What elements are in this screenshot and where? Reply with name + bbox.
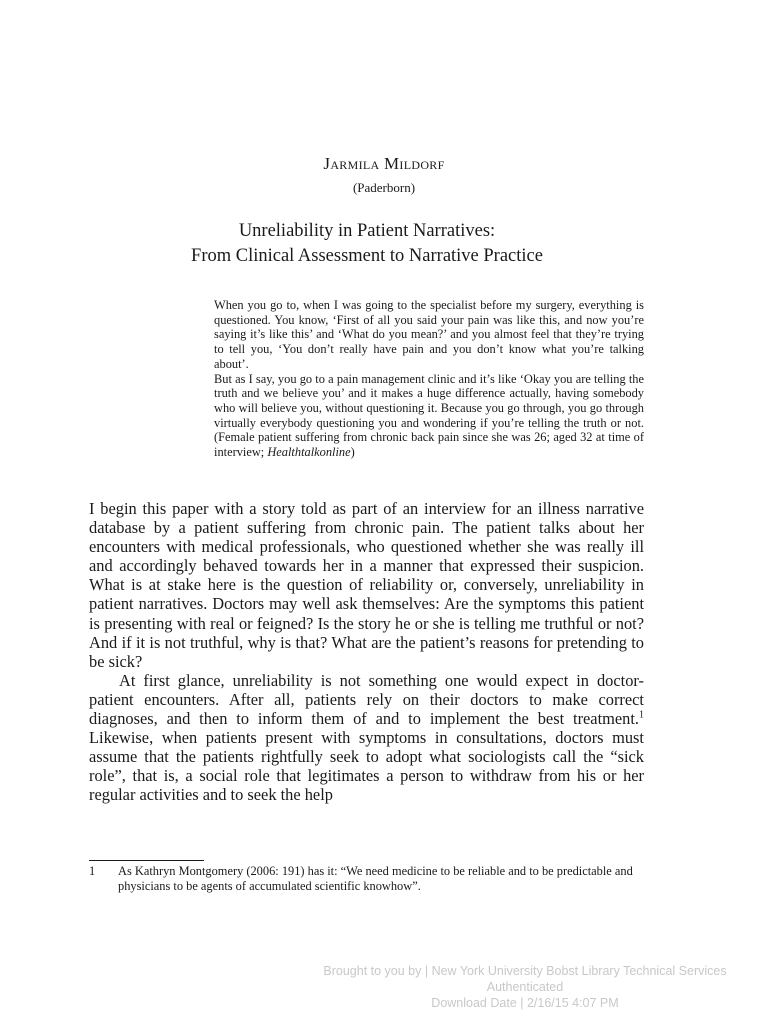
watermark-line-3: Download Date | 2/16/15 4:07 PM <box>431 996 619 1010</box>
footnote-divider <box>89 860 204 861</box>
epigraph-source: Healthtalkonline <box>267 445 351 460</box>
author-affiliation: (Paderborn) <box>352 180 416 195</box>
footnote-number: 1 <box>89 864 96 878</box>
footnote-reference[interactable]: 1 <box>639 709 644 721</box>
body-paragraph-2-start: At first glance, unreliability is not something one would expect in doctor-patient encounters. After all, patients rely on their doctors to make correct diagnoses, and then to inform them of and to implement the best treatment. <box>89 670 644 729</box>
title-line-2: From Clinical Assessment to Narrative Practice <box>191 245 543 266</box>
footnote <box>89 864 644 894</box>
epigraph-quote <box>214 298 644 460</box>
epigraph-paragraph-2 <box>214 372 644 460</box>
watermark-line-1: Brought to you by | New York University Bobst Library Technical Services <box>323 964 727 978</box>
article-title <box>0 219 734 268</box>
epigraph-paragraph-1: When you go to, when I was going to the specialist before my surgery, everything is questioned. You know, ‘First of all you said your pain was like this, and now you’re saying it’s like this’ and ‘What do you mean?’ and you almost feel that they’re trying to tell you, ‘You don’t really have pain and you don’t know what you’re talking about’. <box>214 298 644 371</box>
epigraph-close: ) <box>350 445 355 460</box>
footnote-text: As Kathryn Montgomery (2006: 191) has it: “We need medicine to be reliable and to be predictable and physicians to be agents of accumulated scientific knowhow”. <box>118 864 633 893</box>
body-paragraph-2-rest: Likewise, when patients present with symptoms in consultations, doctors must assume that the patients rightfully seek to adopt what sociologists call the “sick role”, that is, a social role that legitimates a person to withdraw from his or her regular activities and to seek the help <box>89 728 644 805</box>
download-watermark <box>280 963 768 1011</box>
body-paragraph-1: I begin this paper with a story told as part of an interview for an illness narrative database by a patient suffering from chronic pain. The patient talks about her encounters with medical professionals, who questioned whether she was really ill and accordingly behaved towards her in a manner that expressed their suspicion. What is at stake here is the question of reliability or, conversely, unreliability in patient narratives. Doctors may well ask themselves: Are the symptoms this patient is presenting with real or feigned? Is the story he or she is telling me truthful or not? And if it is not truthful, why is that? What are the patient’s reasons for pretending to be sick? <box>89 499 644 671</box>
body-text <box>89 499 644 805</box>
watermark-line-2: Authenticated <box>486 980 564 994</box>
body-paragraph-2 <box>89 671 644 805</box>
title-line-1: Unreliability in Patient Narratives: <box>238 221 496 241</box>
epigraph-paragraph-2-text: But as I say, you go to a pain management clinic and it’s like ‘Okay you are telling the truth and we believe you’ and it makes a huge difference actually, having somebody who will believe you, without questioning it. Because you go through, you go through virtually everybody questioning you and wondering if you’re telling the truth or not. (Female patient suffering from chronic back pain since she was 26; aged 32 at time of interview; <box>214 371 644 460</box>
author-name: Jarmila Mildorf <box>323 154 445 173</box>
